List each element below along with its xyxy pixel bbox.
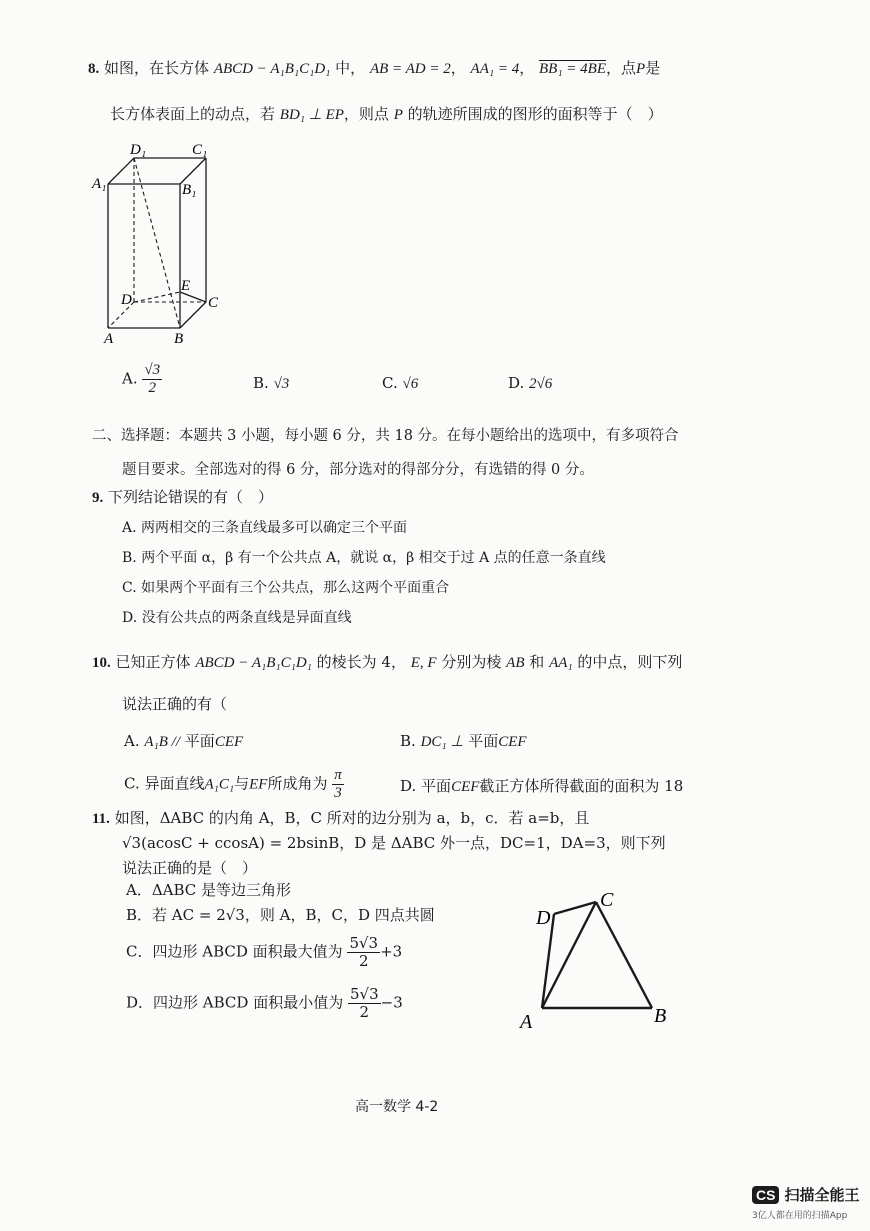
q9-stem: 9. 下列结论错误的有（ ） [92, 488, 274, 506]
label-A: A [104, 331, 114, 347]
q11-option-d: D．四边形 ABCD 面积最小值为 $\frac{5√3}{2}$ −3 [126, 985, 403, 1021]
label-C1: C₁ [192, 142, 208, 158]
label-B: B [174, 331, 184, 347]
label-C: C [600, 889, 614, 911]
q11-quadrilateral-figure [510, 880, 690, 1040]
q9-option-d: D. 没有公共点的两条直线是异面直线 [122, 610, 352, 626]
label-B1: B₁ [182, 182, 197, 198]
q8-option-c: C. √6 [382, 374, 419, 392]
q10-option-c: C. 异面直线A₁C₁与EF所成角为 $\frac{\pi}{3}$ [124, 767, 342, 801]
q11-line3: 说法正确的是（ ） [122, 859, 258, 877]
q8-option-a: A. $\frac{√3}{2}$ [122, 362, 161, 396]
q10-option-a: A. A₁B // 平面CEF [124, 732, 244, 750]
watermark-title: 扫描全能王 [784, 1186, 860, 1204]
q10-option-d: D. 平面CEF截正方体所得截面的面积为 18 [400, 777, 684, 795]
cs-logo: CS [752, 1186, 779, 1204]
q11-line2: √3(acosC + ccosA) = 2bsinB，D 是 ΔABC 外一点，DC=1，DA=3，则下列 [122, 834, 666, 852]
label-D1: D₁ [130, 142, 147, 158]
label-D: D [121, 292, 132, 308]
q11-option-c: C．四边形 ABCD 面积最大值为 $\frac{5√3}{2}$ +3 [126, 934, 403, 970]
q11-option-a: A．ΔABC 是等边三角形 [126, 881, 292, 899]
section2-line2: 题目要求。全部选对的得 6 分，部分选对的得部分分，有选错的得 0 分。 [122, 462, 594, 478]
q9-option-c: C. 如果两个平面有三个公共点，那么这两个平面重合 [122, 580, 450, 596]
label-A1: A₁ [92, 176, 107, 192]
label-B: B [654, 1005, 667, 1027]
q10-line1: 10. 已知正方体 ABCD − A₁B₁C₁D₁ 的棱长为 4， E, F 分别为棱 AB 和 AA₁ 的中点，则下列 [92, 653, 683, 671]
q9-option-b: B. 两个平面 α，β 有一个公共点 A，就说 α，β 相交于过 A 点的任意一条直线 [122, 550, 606, 566]
q8-number: 8. [88, 61, 100, 77]
q11-line1: 11. 如图，ΔABC 的内角 A，B，C 所对的边分别为 a，b，c．若 a=b，且 [92, 809, 590, 827]
watermark-subtitle: 3亿人都在用的扫描App [752, 1211, 848, 1221]
q8-vector-condition: BB₁ = 4BE [539, 61, 607, 77]
q9-option-a: A. 两两相交的三条直线最多可以确定三个平面 [122, 520, 408, 536]
label-D: D [536, 907, 551, 929]
q10-line2: 说法正确的有（ [122, 695, 228, 713]
q8-line2: 长方体表面上的动点，若 BD₁ ⊥ EP，则点 P 的轨迹所围成的图形的面积等于（ ） [110, 105, 663, 123]
q8-option-b: B. √3 [253, 374, 290, 392]
label-C: C [208, 295, 219, 311]
section2-line1: 二、选择题：本题共 3 小题，每小题 6 分，共 18 分。在每小题给出的选项中，有多项符合 [92, 428, 679, 444]
q8-line1: 8. 如图，在长方体 ABCD − A₁B₁C₁D₁ 中， AB = AD = 2， AA₁ = 4， BB₁ = 4BE，点P是 [88, 59, 661, 77]
label-A: A [520, 1011, 533, 1033]
q8-option-d: D. 2√6 [508, 374, 553, 392]
q8-cuboid-figure [88, 138, 238, 348]
q10-option-b: B. DC₁ ⊥ 平面CEF [400, 732, 527, 750]
page-footer: 高一数学 4-2 [355, 1099, 439, 1115]
label-E: E [181, 278, 191, 294]
scanner-watermark [752, 1184, 860, 1205]
q11-option-b: B．若 AC = 2√3，则 A，B，C，D 四点共圆 [126, 906, 435, 924]
